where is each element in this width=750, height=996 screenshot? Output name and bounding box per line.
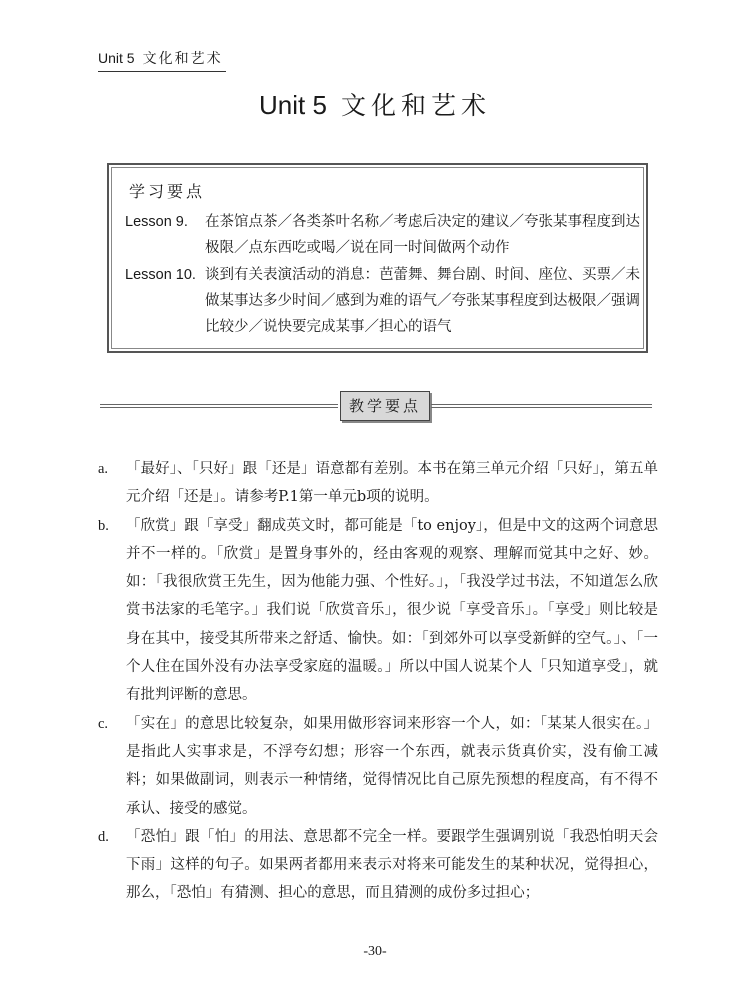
teaching-point-a — [98, 455, 658, 512]
lesson-9-entry — [125, 209, 640, 256]
learning-points-box — [107, 163, 648, 353]
page-title — [0, 86, 750, 122]
unit-label: Unit 5 — [259, 90, 327, 120]
teaching-points — [98, 455, 658, 908]
point-marker: d. — [98, 828, 109, 845]
teaching-point-c — [98, 710, 658, 823]
point-marker: c. — [98, 715, 109, 732]
lesson-label: Lesson 9. — [125, 214, 188, 230]
lesson-text: 在茶馆点茶／各类茶叶名称／考虑后决定的建议／夸张某事程度到达极限／点东西吃或喝／说在同一时间做两个动作 — [205, 214, 640, 256]
point-marker: a. — [98, 461, 109, 477]
page-number: -30- — [363, 944, 387, 959]
unit-topic: 文化和艺术 — [340, 91, 491, 120]
running-head-topic: 文化和艺术 — [142, 51, 223, 67]
learning-points-heading: 学习要点 — [129, 182, 206, 201]
point-text: 「欣赏」跟「享受」翻成英文时，都可能是「to enjoy」，但是中文的这两个词意思并不一样的。「欣赏」是置身事外的，经由客观的观察、理解而觉其中之好、妙。如：「我很欣赏王先生，因为他能力强、个性好。」，「我没学过书法，不知道怎么欣赏书法家的毛笔字。」我们说「欣赏音乐」，很少说「享受音乐」。「享受」则比较是身在其中，接受其所带来之舒适、愉快。如：「到郊外可以享受新鲜的空气。」、「一个人住在国外没有办法享受家庭的温暖。」所以中国人说某个人「只知道享受」，就有批判评断的意思。 — [126, 517, 658, 704]
point-text: 「恐怕」跟「怕」的用法、意思都不完全一样。要跟学生强调别说「我恐怕明天会下雨」这样的句子。如果两者都用来表示对将来可能发生的某种状况，觉得担心，那么，「恐怕」有猜测、担心的意思，而且猜测的成份多过担心； — [126, 828, 658, 902]
point-marker: b. — [98, 517, 109, 534]
lesson-10-entry — [125, 262, 640, 335]
section-heading: 教学要点 — [340, 391, 430, 421]
divider-left — [100, 404, 338, 408]
lesson-label: Lesson 10. — [125, 267, 196, 283]
running-head — [98, 48, 226, 72]
lesson-text: 谈到有关表演活动的消息：芭蕾舞、舞台剧、时间、座位、买票／未做某事达多少时间／感到为难的语气／夸张某事程度到达极限／强调比较少／说快要完成某事／担心的语气 — [205, 267, 640, 335]
point-text: 「实在」的意思比较复杂，如果用做形容词来形容一个人，如：「某某人很实在。」是指此人实事求是，不浮夸幻想；形容一个东西，就表示货真价实，没有偷工减料；如果做副词，则表示一种情绪，觉得情况比自己原先预想的程度高，有不得不承认、接受的感觉。 — [126, 715, 658, 817]
teaching-point-b — [98, 512, 658, 710]
teaching-point-d — [98, 823, 658, 908]
point-text: 「最好」、「只好」跟「还是」语意都有差别。本书在第三单元介绍「只好」，第五单元介绍「还是」。请参考P.1第一单元b项的说明。 — [126, 461, 658, 506]
running-head-unit: Unit 5 — [98, 50, 135, 66]
divider-right — [431, 404, 652, 408]
